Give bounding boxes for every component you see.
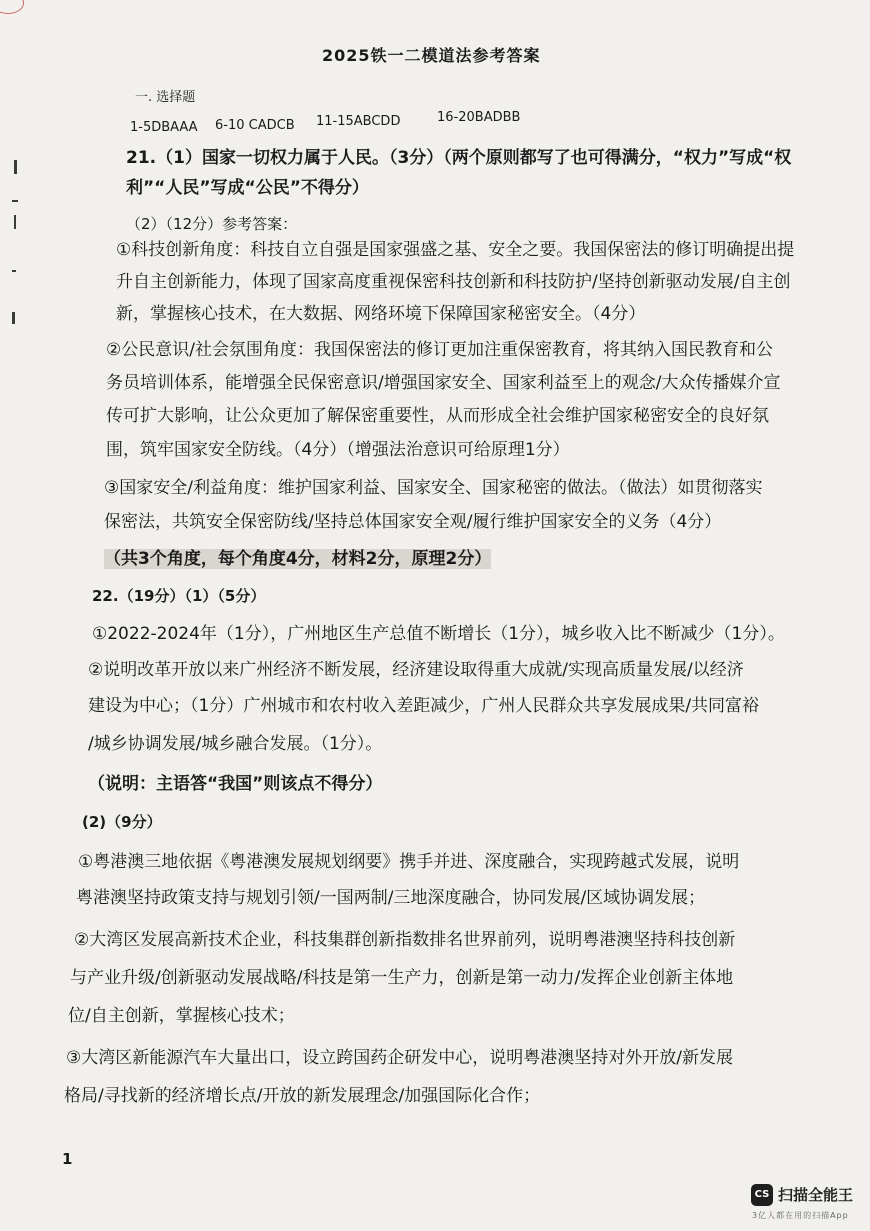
q22-line: 与产业升级/创新驱动发展战略/科技是第一生产力，创新是第一动力/发挥企业创新主体地 [70,968,734,988]
q21-line: ②公民意识/社会氛围角度：我国保密法的修订更加注重保密教育，将其纳入国民教育和公 [106,340,773,360]
q21-line: 围，筑牢国家安全防线。（4分）（增强法治意识可给原理1分） [106,440,570,460]
q22-subheading: (2)（9分） [82,813,162,831]
scanner-app-tagline: 3亿人都在用的扫描App [752,1211,849,1220]
q21-line: ①科技创新角度：科技自立自强是国家强盛之基、安全之要。我国保密法的修订明确提出提 [116,240,795,260]
q21-line: 21.（1）国家一切权力属于人民。（3分）（两个原则都写了也可得满分，“权力”写成“权 [126,148,792,168]
q22-line: ①粤港澳三地依据《粤港澳发展规划纲要》携手并进、深度融合，实现跨越式发展，说明 [78,852,740,872]
q22-line: 位/自主创新，掌握核心技术； [68,1006,295,1026]
scanner-app-name: 扫描全能王 [778,1186,854,1204]
scanner-logo-icon: CS [751,1184,773,1206]
margin-mark [12,200,18,202]
section-heading: 一. 选择题 [135,90,196,105]
page-title: 2025铁一二模道法参考答案 [322,46,541,65]
q22-line: ②说明改革开放以来广州经济不断发展，经济建设取得重大成就/实现高质量发展/以经济 [88,660,744,680]
q21-line: 保密法，共筑安全保密防线/坚持总体国家安全观/履行维护国家安全的义务（4分） [104,512,722,532]
corner-mark [0,0,24,14]
margin-mark [12,312,15,324]
q21-line: 传可扩大影响，让公众更加了解保密重要性，从而形成全社会维护国家秘密安全的良好氛 [106,406,769,426]
q22-line: ②大湾区发展高新技术企业，科技集群创新指数排名世界前列，说明粤港澳坚持科技创新 [74,930,736,950]
margin-mark [14,215,16,229]
q22-line: 格局/寻找新的经济增长点/开放的新发展理念/加强国际化合作； [64,1086,541,1106]
q21-note: （共3个角度，每个角度4分，材料2分，原理2分） [104,549,492,569]
q22-line: 粤港澳坚持政策支持与规划引领/一国两制/三地深度融合，协同发展/区域协调发展； [76,888,706,908]
page-number: 1 [62,1150,73,1168]
q21-line: 务员培训体系，能增强全民保密意识/增强国家安全、国家利益至上的观念/大众传播媒介宣 [106,373,781,393]
answer-group: 1-5DBAAA [130,120,198,135]
q22-note: （说明：主语答“我国”则该点不得分） [88,774,383,794]
margin-mark [12,270,16,272]
answer-group: 6-10 CADCB [215,118,295,133]
q21-line: ③国家安全/利益角度：维护国家利益、国家安全、国家秘密的做法。（做法）如贯彻落实 [104,478,763,498]
q22-line: ①2022-2024年（1分），广州地区生产总值不断增长（1分），城乡收入比不断减少（1分）。 [92,624,785,644]
q22-line: /城乡协调发展/城乡融合发展。（1分）。 [88,734,383,754]
answer-group: 16-20BADBB [437,110,521,125]
q22-line: 建设为中心；（1分）广州城市和农村收入差距减少，广州人民群众共享发展成果/共同富裕 [88,696,760,716]
margin-mark [14,160,17,174]
q21-subheading: （2）（12分）参考答案： [126,215,298,233]
q21-line: 新，掌握核心技术，在大数据、网络环境下保障国家秘密安全。（4分） [116,304,646,324]
q22-line: ③大湾区新能源汽车大量出口，设立跨国药企研发中心，说明粤港澳坚持对外开放/新发展 [66,1048,733,1068]
q21-line: 升自主创新能力，体现了国家高度重视保密科技创新和科技防护/坚持创新驱动发展/自主创 [116,272,791,292]
q21-line: 利”“人民”写成“公民”不得分） [126,178,369,198]
answer-group: 11-15ABCDD [316,114,401,129]
q22-heading: 22.（19分）（1）（5分） [92,587,266,605]
